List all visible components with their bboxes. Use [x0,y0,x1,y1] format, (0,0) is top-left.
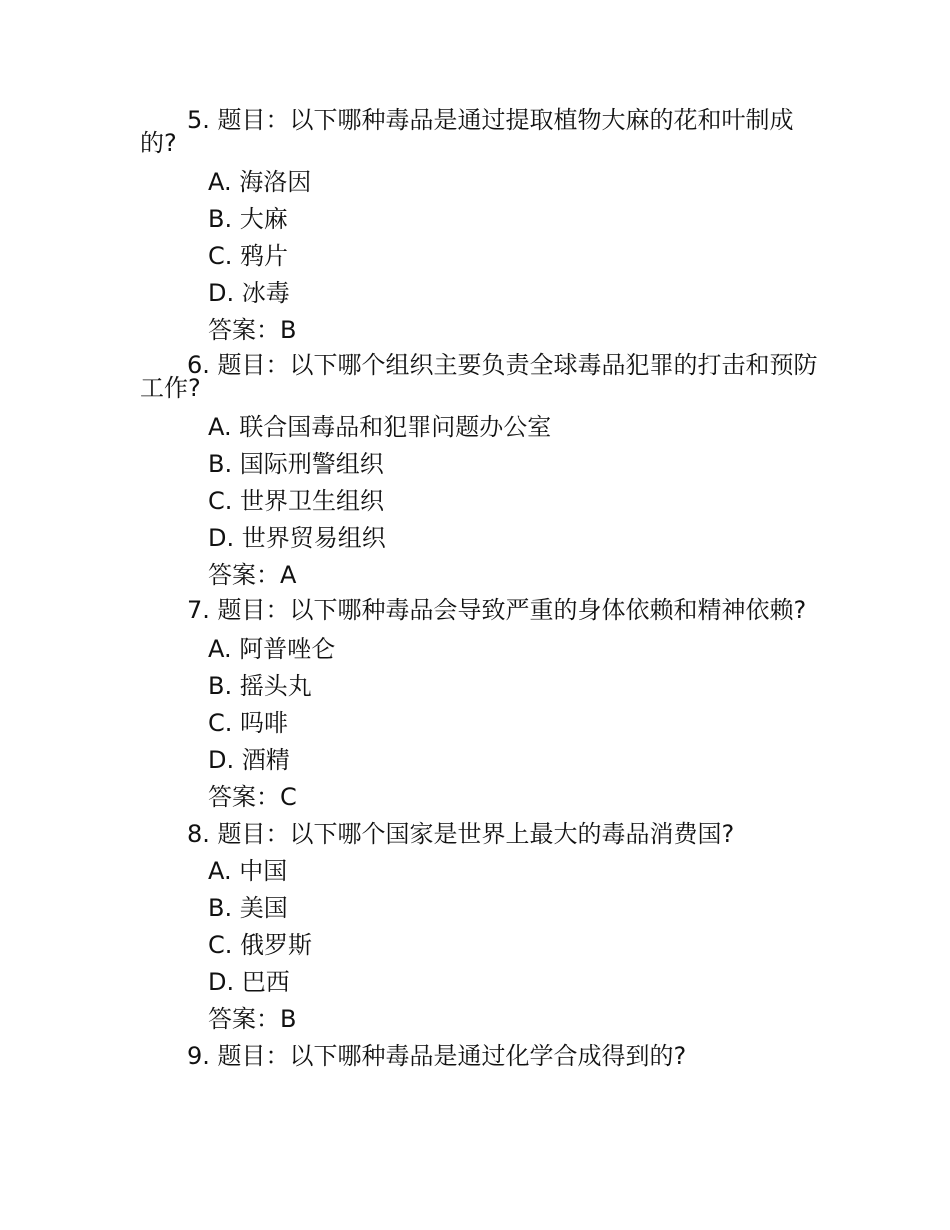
question-8 [140,816,830,1038]
option-d: D. 酒精 [208,746,290,774]
option-b: B. 美国 [208,894,288,922]
question-title: 5. 题目：以下哪种毒品是通过提取植物大麻的花和叶制成的? [140,106,794,157]
answer-line: 答案：B [208,316,297,344]
option-a: A. 联合国毒品和犯罪问题办公室 [208,413,552,441]
question-5 [140,104,830,349]
answer-line: 答案：B [208,1005,297,1033]
question-title: 8. 题目：以下哪个国家是世界上最大的毒品消费国? [187,820,735,848]
question-title: 6. 题目：以下哪个组织主要负责全球毒品犯罪的打击和预防工作? [140,351,818,402]
option-a: A. 阿普唑仑 [208,635,336,663]
option-d: D. 世界贸易组织 [208,524,386,552]
question-list [140,104,830,1075]
question-title: 7. 题目：以下哪种毒品会导致严重的身体依赖和精神依赖? [187,596,807,624]
option-c: C. 俄罗斯 [208,931,313,959]
question-9 [140,1038,830,1075]
option-b: B. 大麻 [208,205,288,233]
question-7 [140,594,830,816]
answer-line: 答案：A [208,561,297,589]
option-a: A. 中国 [208,857,288,885]
question-title: 9. 题目：以下哪种毒品是通过化学合成得到的? [187,1042,687,1070]
question-6 [140,349,830,594]
option-a: A. 海洛因 [208,168,312,196]
option-d: D. 冰毒 [208,279,290,307]
option-c: C. 世界卫生组织 [208,487,385,515]
option-b: B. 摇头丸 [208,672,312,700]
option-c: C. 鸦片 [208,242,289,270]
option-b: B. 国际刑警组织 [208,450,384,478]
option-c: C. 吗啡 [208,709,289,737]
answer-line: 答案：C [208,783,297,811]
option-d: D. 巴西 [208,968,290,996]
